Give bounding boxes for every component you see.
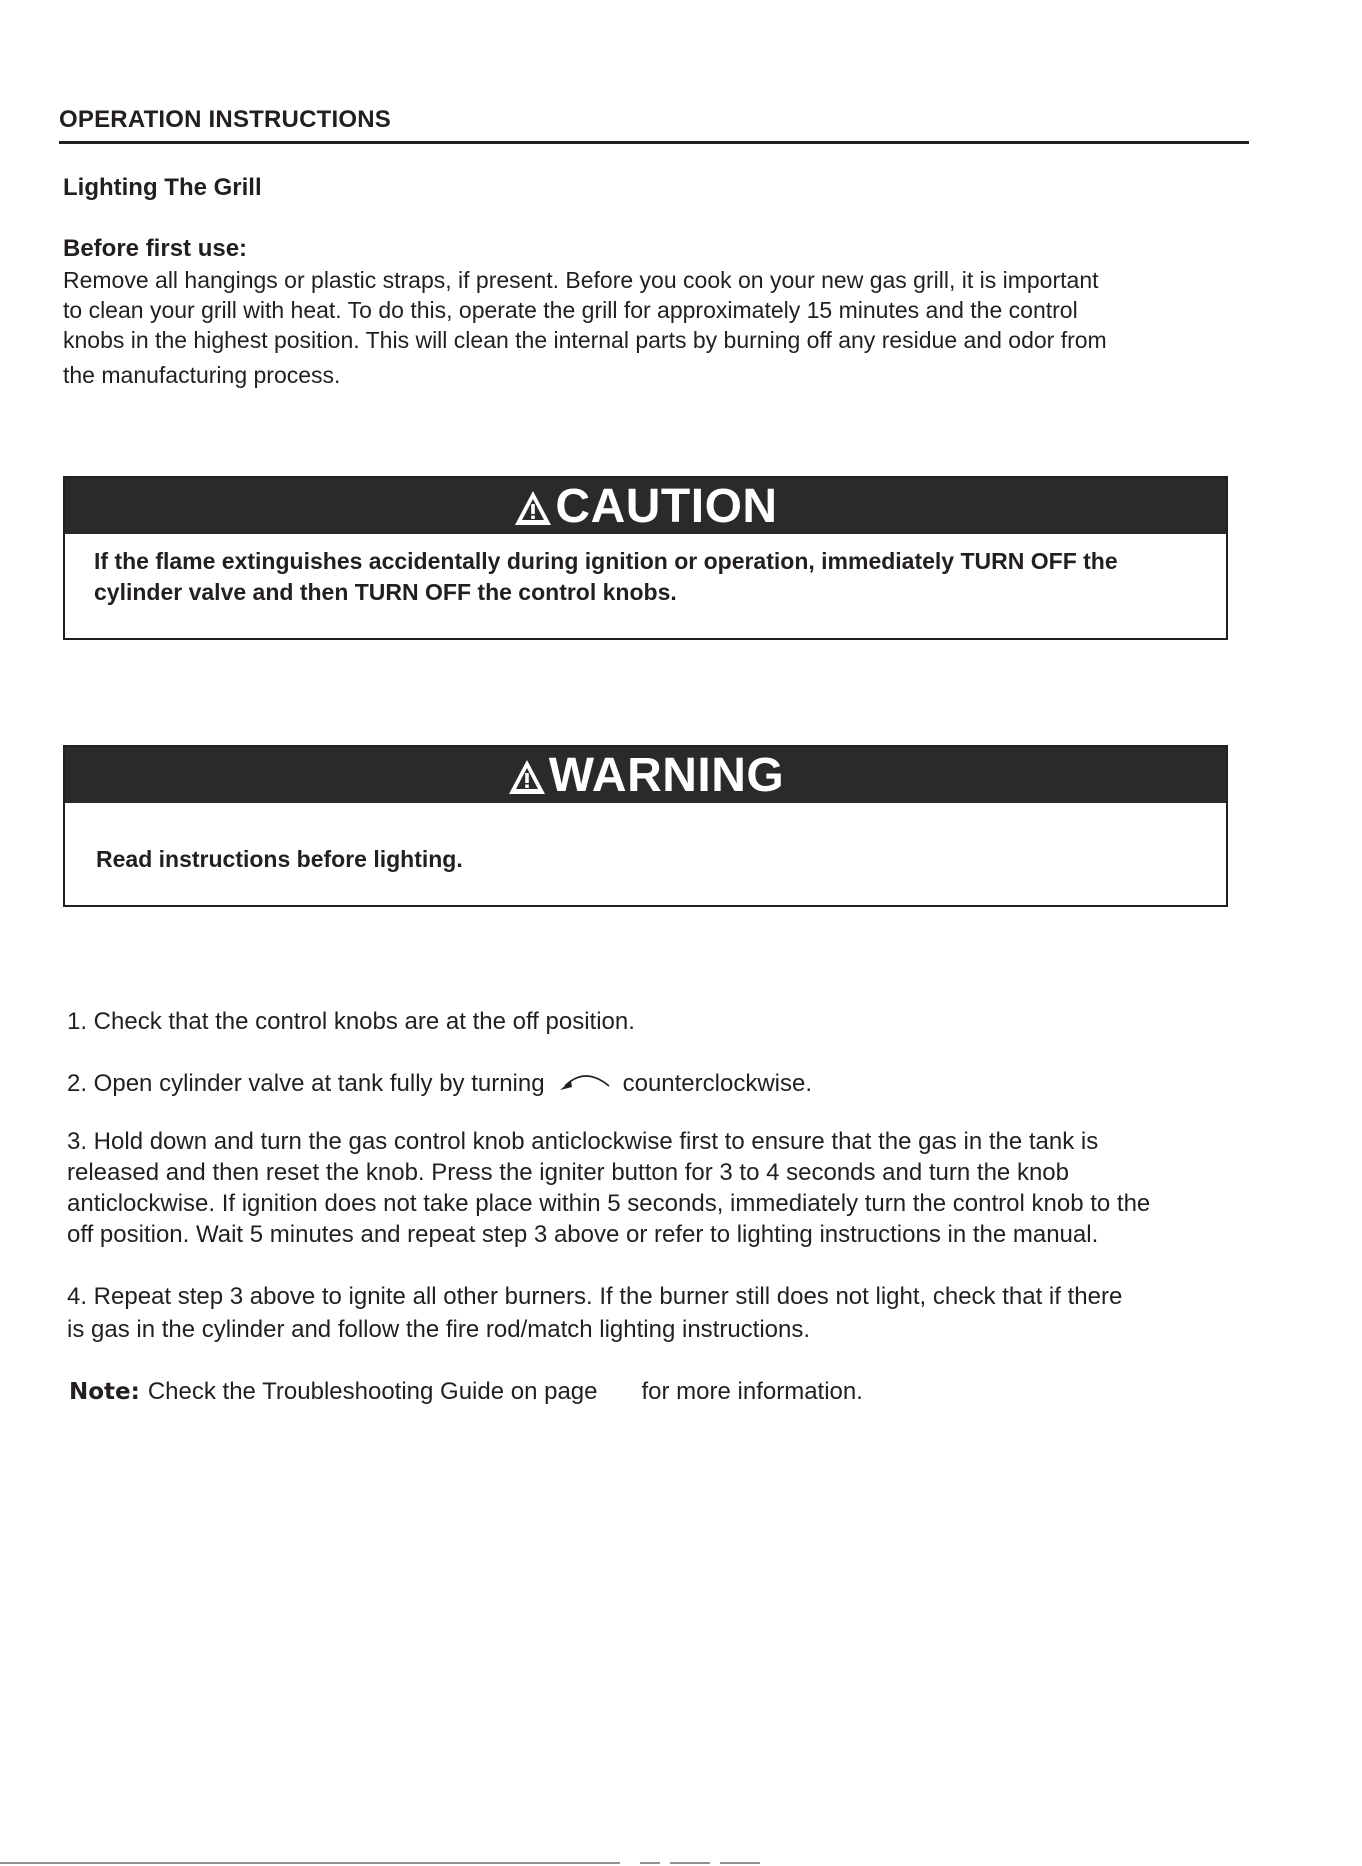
before-first-use-heading: Before first use: bbox=[63, 235, 248, 262]
paragraph-line: knobs in the highest position. This will clean the internal parts by burning off any residue and odor from bbox=[63, 327, 1107, 353]
paragraph-line: to clean your grill with heat. To do this, operate the grill for approximately 15 minutes and the control bbox=[63, 297, 1078, 323]
note-label: Note: bbox=[69, 1379, 140, 1405]
paragraph-line: Remove all hangings or plastic straps, if present. Before you cook on your new gas grill, it is important bbox=[63, 267, 1099, 293]
step-3 bbox=[67, 1126, 1150, 1250]
step-2 bbox=[67, 1068, 812, 1100]
caution-banner bbox=[65, 478, 1226, 534]
step-4-line: 4. Repeat step 3 above to ignite all other burners. If the burner still does not light, check that if there bbox=[67, 1283, 1123, 1310]
caution-box bbox=[63, 476, 1228, 640]
step-3-line: 3. Hold down and turn the gas control knob anticlockwise first to ensure that the gas in the tank is bbox=[67, 1128, 1099, 1155]
caution-label: CAUTION bbox=[555, 479, 778, 533]
warning-banner bbox=[65, 747, 1226, 803]
step-2-direction: counterclockwise. bbox=[622, 1070, 813, 1097]
note bbox=[69, 1378, 863, 1406]
step-3-line: off position. Wait 5 minutes and repeat step 3 above or refer to lighting instructions in the manual. bbox=[67, 1221, 1099, 1248]
warning-triangle-icon bbox=[507, 758, 547, 796]
section-divider bbox=[59, 141, 1249, 144]
caution-text-line: If the flame extinguishes accidentally during ignition or operation, immediately TURN OFF the bbox=[94, 548, 1118, 574]
warning-label: WARNING bbox=[548, 748, 785, 802]
step-4-line: is gas in the cylinder and follow the fire rod/match lighting instructions. bbox=[67, 1316, 811, 1343]
step-2-text: 2. Open cylinder valve at tank fully by turning bbox=[67, 1070, 545, 1097]
note-text-end: for more information. bbox=[641, 1378, 863, 1405]
page-edge-marks bbox=[0, 1858, 1362, 1866]
section-title: OPERATION INSTRUCTIONS bbox=[59, 106, 391, 133]
step-4 bbox=[67, 1280, 1122, 1345]
warning-box bbox=[63, 745, 1228, 907]
step-1: 1. Check that the control knobs are at the off position. bbox=[67, 1008, 635, 1035]
subsection-title: Lighting The Grill bbox=[63, 174, 262, 201]
step-3-line: released and then reset the knob. Press the igniter button for 3 to 4 seconds and turn the knob bbox=[67, 1159, 1069, 1186]
note-text: Check the Troubleshooting Guide on page bbox=[147, 1378, 598, 1405]
paragraph-line: the manufacturing process. bbox=[63, 362, 341, 388]
warning-text: Read instructions before lighting. bbox=[96, 846, 463, 872]
caution-text-line: cylinder valve and then TURN OFF the control knobs. bbox=[94, 579, 677, 605]
step-3-line: anticlockwise. If ignition does not take place within 5 seconds, immediately turn the control knob to the bbox=[67, 1190, 1151, 1217]
warning-triangle-icon bbox=[513, 489, 553, 527]
caution-text bbox=[65, 534, 1226, 608]
counterclockwise-arrow-icon bbox=[557, 1069, 615, 1100]
